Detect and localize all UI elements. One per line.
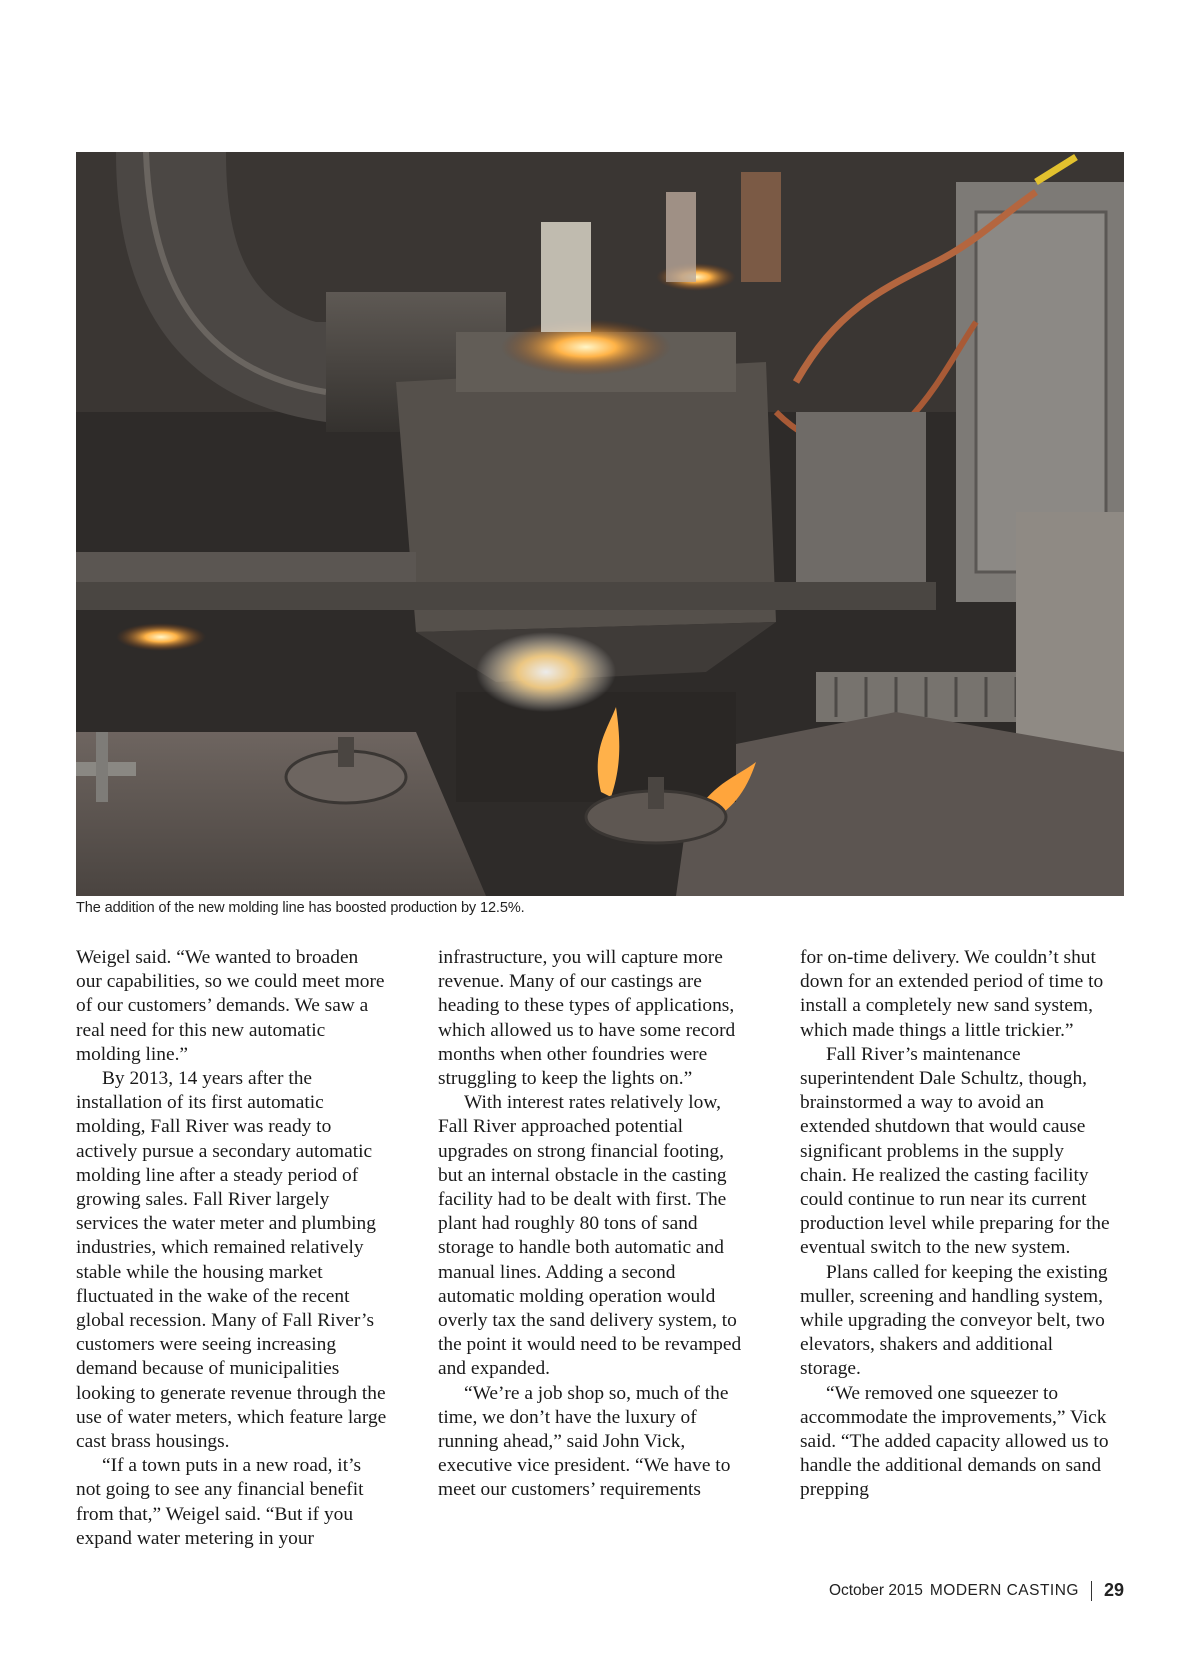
foundry-photo <box>76 152 1124 896</box>
issue-date: October 2015 <box>828 1581 923 1599</box>
article-column-1 <box>76 946 388 1551</box>
paragraph: “We removed one squeezer to accommodate the improvements,” Vick said. “The added capacity allowed us to handle the additional demands on sand prepping <box>800 1382 1109 1501</box>
paragraph: Weigel said. “We wanted to broaden our capabilities, so we could meet more of our customers’ demands. We saw a real need for this new automatic molding line.” <box>76 947 385 1065</box>
article-column-3 <box>800 946 1112 1503</box>
paragraph: By 2013, 14 years after the installation of its first automatic molding, Fall River was ready to actively pursue a secondary automatic molding line after a steady period of growing sales. Fall River largely services the water meter and plumbing industries, which remained relatively stable while the housing market fluctuated in the wake of the recent global recession. Many of Fall River’s customers were seeing increasing demand because of municipalities looking to generate revenue through the use of water meters, which feature large cast brass housings. <box>76 1068 387 1453</box>
magazine-name: MODERN CASTING <box>929 1581 1079 1599</box>
foundry-molding-line-photo <box>76 152 1124 896</box>
footer-divider <box>1091 1581 1092 1601</box>
photo-caption: The addition of the new molding line has boosted production by 12.5%. <box>76 900 525 916</box>
paragraph: Fall River’s maintenance superintendent Dale Schultz, though, brainstormed a way to avoid an extended shutdown that would cause significant problems in the supply chain. He realized the casting facility could continue to run near its current production level while preparing for the eventual switch to the new system. <box>800 1043 1110 1259</box>
page-footer <box>829 1580 1124 1601</box>
page-number: 29 <box>1103 1580 1124 1600</box>
paragraph: infrastructure, you will capture more revenue. Many of our castings are heading to these types of applications, which allowed us to have some record months when other foundries were struggling to keep the lights on.” <box>438 947 736 1090</box>
article-column-2 <box>438 946 750 1503</box>
paragraph: “If a town puts in a new road, it’s not going to see any financial benefit from that,” Weigel said. “But if you expand water metering in your <box>76 1455 364 1549</box>
article-body <box>76 946 1124 1566</box>
paragraph: “We’re a job shop so, much of the time, we don’t have the luxury of running ahead,” said John Vick, executive vice president. “We have to meet our customers’ requirements <box>438 1382 731 1501</box>
paragraph: With interest rates relatively low, Fall River approached potential upgrades on strong financial footing, but an internal obstacle in the casting facility had to be dealt with first. The plant had roughly 80 tons of sand storage to handle both automatic and manual lines. Adding a second automatic molding operation would overly tax the sand delivery system, to the point it would need to be revamped and expanded. <box>438 1092 742 1380</box>
paragraph: for on-time delivery. We couldn’t shut down for an extended period of time to install a completely new sand system, which made things a little trickier.” <box>800 947 1104 1041</box>
paragraph: Plans called for keeping the existing muller, screening and handling system, while upgrading the conveyor belt, two elevators, shakers and additional storage. <box>800 1261 1108 1380</box>
